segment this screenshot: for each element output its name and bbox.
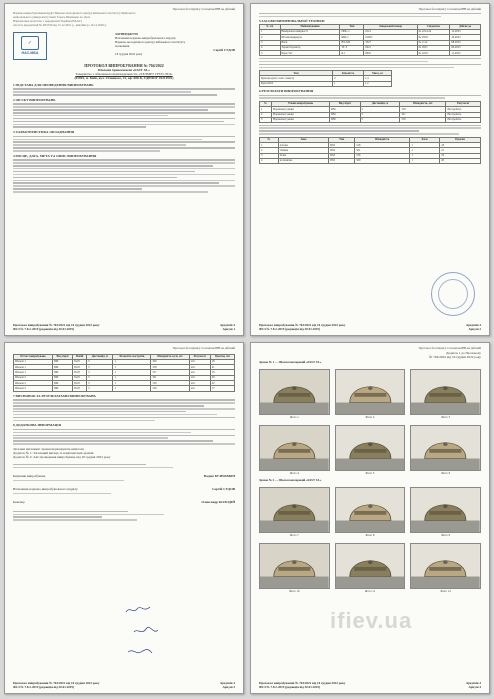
table-cell: № 2214-22 [417,29,450,34]
header-line: Атестат акредитації № 2Н1530 від 15.12.2021 р., дійсний до 14.12.2026 р. [13,24,107,28]
signer-name: Вадим БУЗНОВКІН [203,474,235,479]
table-header: Кількість [333,71,364,76]
helmet-photo [335,487,406,538]
table-cell: бічна [278,153,328,158]
table-row [260,117,481,122]
footer-code: ФСЗ № 7.8.2-2019 (редакція від 30.01.2019) [259,685,321,689]
section-heading: 1 ПІДСТАВА ДЛЯ ПРОВЕДЕННЯ ВИПРОБУВАНЬ [13,82,94,87]
approve-line: Сергій СУДОВ [213,47,235,52]
firing-table [13,354,235,392]
table-cell: н/п [189,386,210,391]
signature-scribble [127,647,153,657]
table-cell: ПМ [52,375,72,380]
photo-caption: Фото 7 [289,532,299,537]
sample-group-label: Зразок № 2 — Шолом кевларовий «FAST XL» [259,478,322,483]
table-cell: 20 [210,375,234,380]
photo-caption: Фото 6 [441,470,451,475]
table-cell: 1 [113,359,151,364]
table-cell: № 4551 [417,45,450,50]
table-cell: 2 [260,35,281,40]
table-cell: Не пробито [446,112,481,117]
table-cell: н/п [189,381,210,386]
helmet-image [259,369,330,415]
table-cell: 9x18 [73,365,87,370]
approval-block [115,32,235,60]
page-footer [259,323,481,331]
table-cell: ТГ-3 [340,45,364,50]
table-cell: 5 [360,117,400,122]
signer-role: Інженер [13,500,25,505]
table-cell: Баростат [280,51,340,56]
table-cell: 3 [260,153,279,158]
helmet-image [410,425,481,471]
table-row [14,386,235,391]
photo-caption: Фото 1 [289,414,299,419]
protocol-page-4 [250,342,490,694]
results-table [259,137,481,164]
footer-sheet: Аркуш 1 [222,327,235,331]
table-cell: Куля 9x18 [260,81,333,86]
table-cell: 316 [151,386,190,391]
table-cell: 3 [260,117,272,122]
helmet-image [410,369,481,415]
annex-line: Додаток № 2: Акт проведення випробувань від 16 грудня 2022 року [13,455,111,460]
table-header: Швидкість, м/с [400,101,446,106]
table-cell: 1 [410,153,440,158]
annex-line: Загальні висновки: зразки відповідають вимогам [13,446,84,451]
table-header: Швидкість [355,137,410,142]
table-header: Результат [189,354,210,359]
table-cell: 317 [151,370,190,375]
table-cell: 21 [440,148,481,153]
table-header: Дистанція, м [87,354,113,359]
table-header: № [260,137,279,142]
table-cell: 5 [87,365,113,370]
footer-sheets: Аркушів 4 [219,681,235,685]
footer-protocol: Протокол випробування № 704/2022 від 16 грудня 2022 року [259,323,346,327]
table-row [260,81,392,86]
table-cell: 0112 [364,29,417,34]
signature-row [13,474,235,478]
table-header: Дистанція, м [360,101,400,106]
table-cell: 5 [87,375,113,380]
helmet-image [259,543,330,589]
table-header: Прогин [440,137,481,142]
table-header: Маса, кг [363,71,391,76]
table-header: Вид зброї [329,101,360,106]
page-footer [13,323,235,331]
sample-group-label: Зразок № 1 — Шолом кевларовий «FAST XL» [259,360,322,365]
table-cell: 9x18 [73,370,87,375]
signature-row [13,500,235,504]
table-row [260,51,481,56]
table-cell: 9x18 [73,375,87,380]
table-cell: 19 [440,153,481,158]
header-note: Протокол без підпису та печатки ІНВ не дійсний [172,346,235,350]
annex-line: Додаток № 1: Загальний вигляд та комплектація зразків [13,451,94,456]
table-cell: н/п [189,365,210,370]
table-cell: 5 [360,112,400,117]
helmet-photo [259,369,330,420]
signature-row [13,487,235,491]
helmet-photo [410,487,481,538]
table-cell: 321 [400,112,446,117]
table-cell: Не пробито [446,107,481,112]
section-heading: 8 ДОДАТКОВА ІНФОРМАЦІЯ [13,423,62,428]
table-cell: 22 [210,381,234,386]
photo-caption: Фото 8 [365,532,375,537]
table-cell: 319 [151,381,190,386]
appendix-title: Додаток 1 до Протоколу [446,350,481,355]
table-cell: ПМ [329,143,355,148]
table-cell: 4 [260,158,279,163]
instruments-table [259,24,481,57]
table-header: Тип [329,137,355,142]
table-cell: 321 [355,148,410,153]
table-cell: 3 [260,40,281,45]
table-header: Кількість пострілів [113,354,151,359]
table-cell: 3327 [364,40,417,45]
signature-scribble [125,605,151,615]
table-cell: 1 [113,365,151,370]
table-cell: Нормальні умови [271,107,329,112]
table-cell: ПМ [52,381,72,386]
table-cell: Ваги [280,40,340,45]
table-cell: 1 [333,81,364,86]
helmet-image [410,543,481,589]
table-cell: № 2210 [417,51,450,56]
signer-role: Начальник науково-випробувального відділу [13,487,78,492]
table-cell: 0421 [364,45,417,50]
table-cell: Нормальні умови [271,117,329,122]
table-cell: ПМ [52,370,72,375]
table-header: Тип [260,71,333,76]
table-cell: ПМ [329,148,355,153]
header-note: Протокол без підпису та печатки ІНВ не дійсний [418,346,481,350]
table-cell: 1 [113,375,151,380]
protocol-title: ПРОТОКОЛ ВИПРОБУВАННЯ № 704/2022 [84,62,164,68]
header-line: національного університету імені Тараса Шевченка по зброї [13,15,91,19]
helmet-image [259,487,330,533]
photo-caption: Фото 5 [365,470,375,475]
table-cell: 9x18 [73,386,87,391]
protocol-subtitle: Шоломи бронезахисні «FAST XL» [97,67,150,72]
table-cell: ШЦ-1 [340,35,364,40]
table-cell: н/п [189,375,210,380]
table-cell: 17 [210,386,234,391]
helmet-photo [410,369,481,420]
table-cell: 1 [260,143,279,148]
signer-name: Олександр КОЛОДІЙ [201,500,235,505]
helmet-photo [335,369,406,420]
table-cell: 318 [400,107,446,112]
page-footer [259,681,481,689]
table-cell: ПМ [329,107,360,112]
table-header: Зона [278,137,328,142]
table-cell: 10.2023 [450,35,481,40]
table-cell: 18 [440,143,481,148]
photo-caption: Фото 11 [364,588,376,593]
header-note: Протокол без підпису та печатки ІНВ не дійсний [172,7,235,11]
helmet-image [335,425,406,471]
table-cell: 1 [113,381,151,386]
table-header: Дійсне до [450,24,481,29]
site-watermark: ifiev.ua [330,608,413,633]
address-line: (01001, м. Київ, вул. Січневого, 21, оф. 608-Б, ЄДРПОУ 45214991) [74,76,174,81]
table-cell: 320 [151,359,190,364]
approve-line: полковник [115,43,130,48]
table-cell: 5 [360,107,400,112]
helmet-photo [259,543,330,594]
table-header: № [260,101,272,106]
table-cell: 2 [333,76,364,81]
header-line: Національне агентство з акредитації України (НААУ) [13,20,82,24]
table-cell: 20 [440,158,481,163]
signature-scribble [133,626,159,636]
table-cell: ПМ [329,153,355,158]
helmet-photo [259,487,330,538]
table-cell: ПМ [52,365,72,370]
table-cell: 0091 [364,51,417,56]
table-cell: 5 [87,381,113,386]
table-header: Тип [340,24,364,29]
table-cell: Шолом 2 [14,386,53,391]
table-cell: ПМ [329,117,360,122]
signer-name: Сергій СУДОВ [212,487,235,492]
appendix-subtitle: № 704/2022 від 16 грудня 2022 року [429,354,481,359]
footer-sheets: Аркушів 4 [465,323,481,327]
table-cell: 1 [260,107,272,112]
footer-code: ФСЗ № 7.8.2-2019 (редакція від 30.01.2019) [259,327,321,331]
photo-caption: Фото 10 [289,588,300,593]
table-cell: н/п [189,370,210,375]
table-cell: 320 [355,158,410,163]
section-heading: 2 ОБ'ЄКТ ВИПРОБУВАНЬ [13,97,56,102]
table-cell: 19 [210,370,234,375]
section-heading: 7 ВИСНОВОК ЗА РЕЗУЛЬТАТАМИ ВИПРОБУВАНЬ [13,393,96,398]
approve-line: Науково-методичного центру військового інституту [115,39,186,44]
table-cell: 318 [151,365,190,370]
helmet-photo [410,543,481,594]
table-cell: 11.2023 [450,51,481,56]
table-cell: Штангенциркуль [280,35,340,40]
table-header: Найменування [280,24,340,29]
helmet-photo [410,425,481,476]
table-cell: 5 [87,386,113,391]
table-cell: Вимірювач швидкості [280,29,340,34]
table-header: Заводський номер [364,24,417,29]
table-cell: № 0318 [417,35,450,40]
helmet-image [410,487,481,533]
table-header: № з/п [260,24,281,29]
photo-caption: Фото 9 [441,532,451,537]
protocol-page-2 [250,3,490,336]
table-cell: 1 [410,143,440,148]
header-lines [13,12,235,29]
table-cell: н/п [189,359,210,364]
table-header: Набій [73,354,87,359]
table-cell: 1 [113,370,151,375]
table-header: Результат [446,101,481,106]
table-cell: 5 [87,359,113,364]
header-line: Науково-випробувальний відділ Науково-методичного центру військового інституту Київського [13,11,136,15]
table-row [260,158,481,163]
helmet-image [259,425,330,471]
section-heading: 6 РЕЗУЛЬТАТИ ВИПРОБУВАННЯ [259,88,314,93]
table-cell: 5 [260,51,281,56]
accreditation-mark-icon: ✓ [21,36,39,50]
table-cell: тім'яна [278,148,328,153]
photo-caption: Фото 4 [289,470,299,475]
protocol-page-1 [4,3,244,336]
table-cell: Шолом 1 [14,365,53,370]
table-cell: Термогігрометр [280,45,340,50]
table-cell: 2 [260,112,272,117]
table-header: Вид зброї [52,354,72,359]
table-cell: 1,4 [363,76,391,81]
helmet-image [335,369,406,415]
footer-sheets: Аркушів 4 [465,681,481,685]
table-cell: 18 [210,359,234,364]
table-cell: Не пробито [446,117,481,122]
table-cell: ПМ [329,158,355,163]
conditions-table [259,101,481,123]
footer-sheet: Аркуш 3 [222,685,235,689]
section-heading: 5 ЗАСОБИ ВИМІРЮВАЛЬНОЇ ТЕХНІКИ [259,19,325,24]
table-cell: 9x18 [73,359,87,364]
table-cell: Шолом 1 [14,370,53,375]
header-note: Протокол без підпису та печатки ІНВ не дійсний [418,7,481,11]
footer-sheets: Аркушів 4 [219,323,235,327]
table-cell: 1 [113,386,151,391]
section-heading: 3 ХАРАКТЕРИСТИКА ОБЛАДНАННЯ [13,129,75,134]
table-cell: 21 [210,365,234,370]
approve-line: 18 грудня 2022 року [115,51,143,56]
table-header: Прогин, мм [210,354,234,359]
table-header: Клас [410,137,440,142]
helmet-photo [335,425,406,476]
table-cell: Б-1 [340,51,364,56]
footer-sheet: Аркуш 2 [468,327,481,331]
table-cell: 12.2023 [450,29,481,34]
seal-stamp [431,272,475,316]
footer-protocol: Протокол випробування № 704/2022 від 16 грудня 2022 року [259,681,346,685]
photo-caption: Фото 2 [365,414,375,419]
ammo-table [259,70,392,87]
table-cell: 1 [260,29,281,34]
table-cell: ПМ [52,359,72,364]
table-header: Швидкість кулі, м/с [151,354,190,359]
table-cell: ПМ [52,386,72,391]
photo-caption: Фото 12 [440,588,451,593]
table-cell: Шолом 1 [14,359,53,364]
table-cell: 1 [410,148,440,153]
table-cell: 09.2023 [450,45,481,50]
table-cell: 08.2023 [450,40,481,45]
table-cell: ПМ [329,112,360,117]
footer-code: ФСЗ № 7.8.2-2019 (редакція від 30.01.2019) [13,685,75,689]
footer-sheet: Аркуш 4 [468,685,481,689]
accreditation-logo [13,32,47,60]
table-cell: 4 [260,45,281,50]
table-cell: № 1112 [417,40,450,45]
table-header: Об'єкт випробувань [14,354,53,359]
photo-grid-2 [259,487,481,593]
table-cell: потилична [278,158,328,163]
table-cell: Нормальні умови [271,112,329,117]
approve-line: Начальник науково-випробувального відділу [115,35,176,40]
photo-caption: Фото 3 [441,414,451,419]
table-cell: ВТ-500 [340,40,364,45]
page-footer [13,681,235,689]
helmet-photo [335,543,406,594]
section-heading: 4 МІСЦЕ, ДАТА, МЕТА ТА ОПИС ВИПРОБУВАННЯ [13,153,97,158]
table-cell: лобова [278,143,328,148]
table-cell: 01825 [364,35,417,40]
customer-line: Товариство з обмеженою відповідальністю «ХЕЛМЕТ ГРУП ЛТД» [75,72,173,77]
table-header: Свідоцтво [417,24,450,29]
table-cell: 316 [400,117,446,122]
photo-grid-1 [259,369,481,475]
table-cell: 321 [151,375,190,380]
helmet-image [335,543,406,589]
approve-title: ЗАТВЕРДЖУЮ [115,31,138,36]
signer-role: Керівник випробувань [13,474,46,479]
table-cell: 318 [355,143,410,148]
table-cell: Шолом 2 [14,375,53,380]
table-cell: ПИС-1 [340,29,364,34]
protocol-page-3 [4,342,244,694]
footer-code: ФСЗ № 7.8.2-2019 (редакція від 30.01.2019) [13,327,75,331]
table-cell: 1,2 [363,81,391,86]
table-cell: 1 [410,158,440,163]
table-cell: Шолом 2 [14,381,53,386]
table-cell: 5 [87,370,113,375]
table-cell: 2 [260,148,279,153]
logo-text: НАС-МБА [21,51,39,56]
table-header: Умови випробувань [271,101,329,106]
footer-protocol: Протокол випробування № 704/2022 від 16 грудня 2022 року [13,681,100,685]
table-cell: 9x18 [73,381,87,386]
helmet-image [335,487,406,533]
footer-protocol: Протокол випробування № 704/2022 від 16 грудня 2022 року [13,323,100,327]
table-cell: 316 [355,153,410,158]
helmet-photo [259,425,330,476]
table-cell: Кульова куля 1 клас захисту [260,76,333,81]
